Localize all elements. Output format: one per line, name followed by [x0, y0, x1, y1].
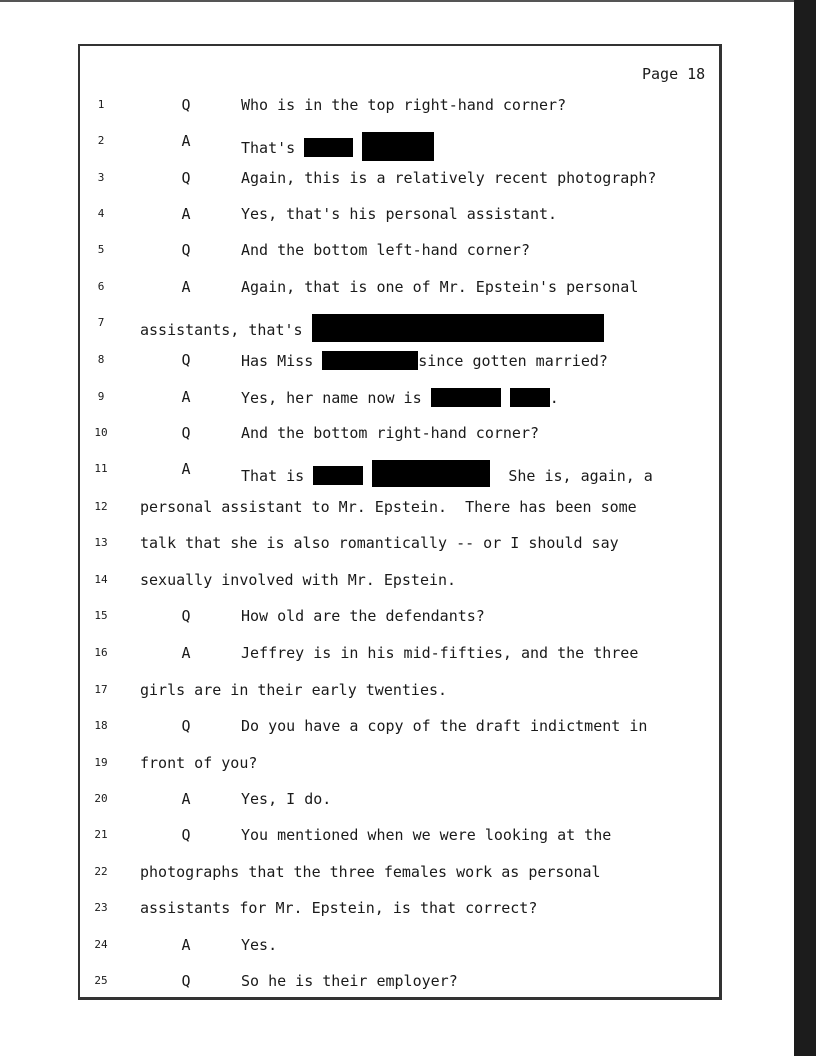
transcript-line-text: . — [549, 389, 559, 407]
redaction-block — [362, 132, 434, 161]
transcript-line-text: And the bottom left-hand corner? — [241, 241, 530, 259]
page-number-label: Page 18 — [642, 65, 706, 83]
speaker-label: Q — [181, 972, 191, 990]
speaker-label: Q — [181, 717, 191, 735]
transcript-line-text: Do you have a copy of the draft indictment in — [241, 717, 648, 735]
line-number: 23 — [94, 901, 108, 914]
speaker-label: Q — [181, 96, 191, 114]
line-number: 6 — [97, 280, 105, 293]
line-number: 12 — [94, 500, 108, 513]
redaction-block — [313, 466, 363, 485]
scan-top-edge — [0, 0, 794, 2]
transcript-line — [140, 314, 604, 342]
line-number: 20 — [94, 792, 108, 805]
speaker-label: Q — [181, 351, 191, 369]
redaction-block — [510, 388, 550, 407]
line-number: 11 — [94, 462, 108, 475]
speaker-label: Q — [181, 169, 191, 187]
transcript-line-text: And the bottom right-hand corner? — [241, 424, 540, 442]
transcript-line-text: That is — [241, 467, 305, 485]
transcript-line-text: Yes, her name now is — [241, 389, 422, 407]
transcript-line-text: So he is their employer? — [241, 972, 458, 990]
line-number: 18 — [94, 719, 108, 732]
speaker-label: A — [181, 790, 191, 808]
transcript-line — [241, 351, 608, 370]
transcript-line-text: Yes, I do. — [241, 790, 332, 808]
transcript-line-text: front of you? — [140, 754, 258, 772]
transcript-line-text: Jeffrey is in his mid-fifties, and the three — [241, 644, 639, 662]
transcript-line-text: How old are the defendants? — [241, 607, 485, 625]
transcript-line-text: since gotten married? — [418, 352, 608, 370]
redaction-block — [312, 314, 604, 342]
transcript-line — [241, 132, 434, 161]
speaker-label: A — [181, 278, 191, 296]
line-number: 24 — [94, 938, 108, 951]
speaker-label: A — [181, 132, 191, 150]
transcript-line-text: sexually involved with Mr. Epstein. — [140, 571, 457, 589]
speaker-label: A — [181, 205, 191, 223]
transcript-line-text: Yes. — [241, 936, 278, 954]
redaction-block — [431, 388, 501, 407]
line-number: 21 — [94, 828, 108, 841]
line-number: 13 — [94, 536, 108, 549]
line-number: 22 — [94, 865, 108, 878]
speaker-label: Q — [181, 826, 191, 844]
redaction-block — [304, 138, 353, 157]
transcript-line — [241, 388, 559, 407]
transcript-line-text: She is, again, a — [508, 467, 653, 485]
line-number: 5 — [97, 243, 105, 256]
transcript-line-text: That's — [241, 139, 296, 157]
transcript-page-frame — [78, 44, 722, 1000]
transcript-line-text: girls are in their early twenties. — [140, 681, 448, 699]
transcript-line — [241, 460, 653, 487]
line-number: 8 — [97, 353, 105, 366]
line-number: 19 — [94, 756, 108, 769]
redaction-block — [372, 460, 490, 487]
speaker-label: Q — [181, 424, 191, 442]
line-number: 4 — [97, 207, 105, 220]
transcript-line-text: photographs that the three females work as personal — [140, 863, 601, 881]
line-number: 10 — [94, 426, 108, 439]
transcript-line-text: Has Miss — [241, 352, 314, 370]
line-number: 15 — [94, 609, 108, 622]
transcript-line-text: talk that she is also romantically -- or I should say — [140, 534, 619, 552]
line-number: 17 — [94, 683, 108, 696]
transcript-line-text: assistants, that's — [140, 321, 303, 339]
scan-right-edge-shadow — [794, 0, 816, 1056]
line-number: 14 — [94, 573, 108, 586]
speaker-label: Q — [181, 607, 191, 625]
transcript-line-text: Again, that is one of Mr. Epstein's personal — [241, 278, 639, 296]
speaker-label: Q — [181, 241, 191, 259]
speaker-label: A — [181, 644, 191, 662]
line-number: 7 — [97, 316, 105, 329]
transcript-line-text: Again, this is a relatively recent photograph? — [241, 169, 657, 187]
line-number: 2 — [97, 134, 105, 147]
speaker-label: A — [181, 388, 191, 406]
redaction-block — [322, 351, 418, 370]
transcript-line-text: Yes, that's his personal assistant. — [241, 205, 558, 223]
line-number: 9 — [97, 390, 105, 403]
speaker-label: A — [181, 460, 191, 478]
line-number: 25 — [94, 974, 108, 987]
line-number: 16 — [94, 646, 108, 659]
speaker-label: A — [181, 936, 191, 954]
line-number: 3 — [97, 171, 105, 184]
transcript-line-text: You mentioned when we were looking at the — [241, 826, 612, 844]
transcript-line-text: personal assistant to Mr. Epstein. There has been some — [140, 498, 637, 516]
transcript-line-text: Who is in the top right-hand corner? — [241, 96, 567, 114]
line-number: 1 — [97, 98, 105, 111]
transcript-line-text: assistants for Mr. Epstein, is that correct? — [140, 899, 538, 917]
